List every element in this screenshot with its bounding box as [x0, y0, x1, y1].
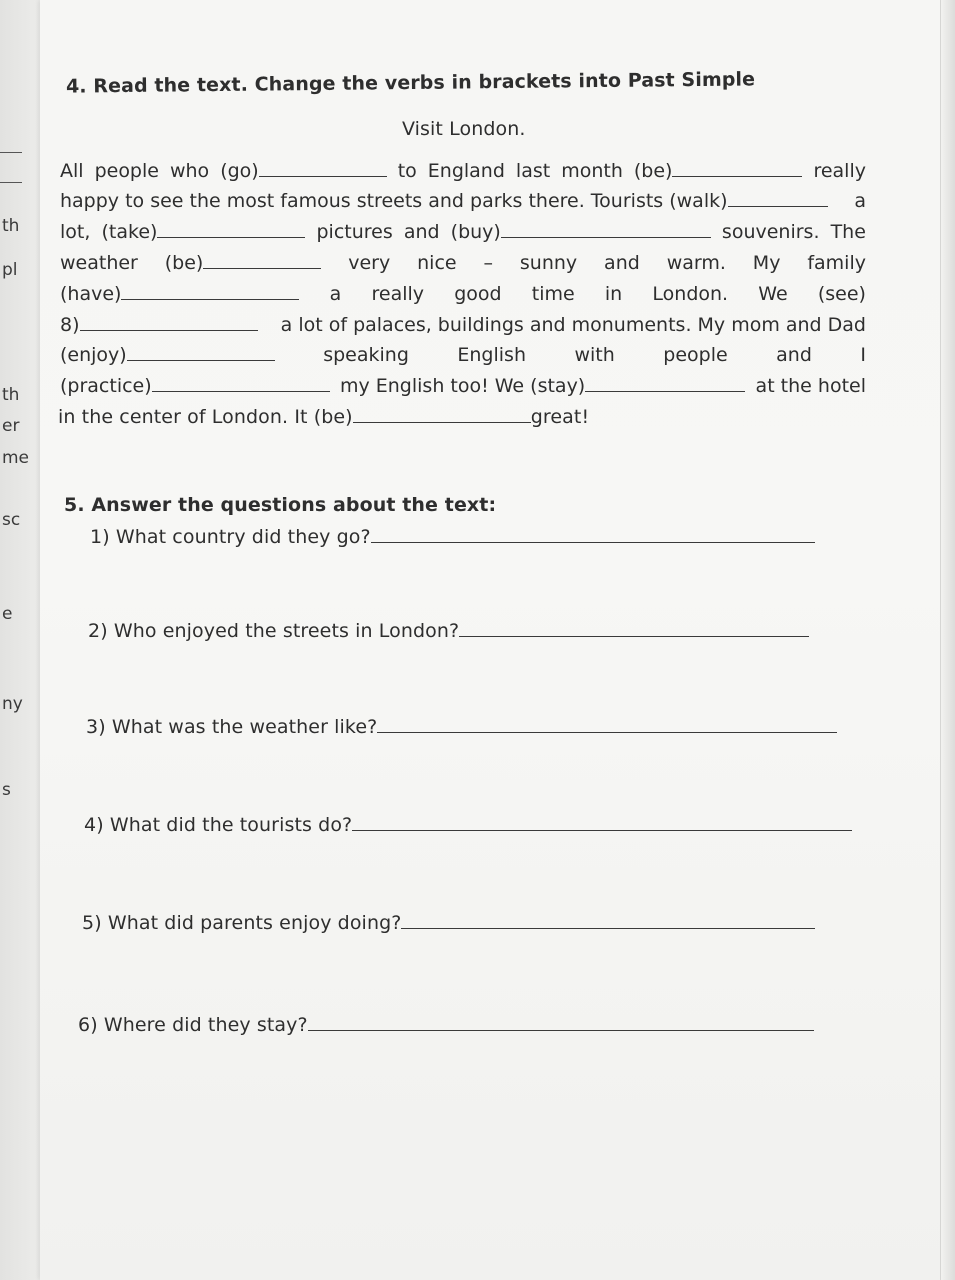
- question-5: [82, 912, 815, 934]
- word: really: [371, 283, 425, 305]
- task5-heading: 5. Answer the questions about the text:: [64, 494, 497, 516]
- margin-fragment: ny: [2, 694, 23, 714]
- word: (be): [164, 252, 204, 274]
- word: (buy): [450, 221, 501, 243]
- pen-mark: [0, 152, 22, 153]
- answer-blank[interactable]: [157, 221, 305, 238]
- text-title: Visit London.: [402, 118, 526, 140]
- text-line-5: [60, 283, 866, 305]
- answer-blank[interactable]: [127, 344, 275, 361]
- text-line-3: [60, 221, 866, 243]
- answer-blank[interactable]: [585, 375, 745, 392]
- question-3: [86, 716, 837, 738]
- paper-stack-edge: [940, 0, 955, 1280]
- word: (enjoy): [60, 344, 127, 366]
- word: a: [854, 190, 866, 212]
- question-text: 4) What did the tourists do?: [84, 814, 353, 836]
- text-line-4: [60, 252, 866, 274]
- margin-fragment: th: [2, 216, 20, 236]
- word: England: [427, 160, 505, 182]
- word: and: [604, 252, 640, 274]
- word: family: [807, 252, 866, 274]
- word: lot,: [60, 221, 91, 243]
- word: in: [604, 283, 623, 305]
- text-line-8: [60, 375, 866, 397]
- word: really: [813, 160, 866, 182]
- word: (practice): [60, 375, 152, 397]
- word: (have): [60, 283, 122, 305]
- margin-fragment: e: [2, 604, 13, 624]
- word: souvenirs.: [721, 221, 820, 243]
- answer-line[interactable]: [308, 1014, 814, 1031]
- text-line-2: [60, 190, 866, 212]
- word: (take): [101, 221, 158, 243]
- word: I: [860, 344, 866, 366]
- word: and: [776, 344, 812, 366]
- word: The: [830, 221, 866, 243]
- worksheet-page: [40, 0, 940, 1280]
- word: with: [574, 344, 615, 366]
- word: –: [483, 252, 493, 274]
- word: a: [329, 283, 342, 305]
- answer-blank[interactable]: [121, 283, 299, 300]
- question-text: 1) What country did they go?: [90, 526, 371, 548]
- answer-blank[interactable]: [203, 252, 321, 269]
- answer-blank[interactable]: [501, 221, 711, 238]
- margin-fragment: er: [2, 416, 20, 436]
- answer-line[interactable]: [401, 912, 815, 929]
- word: very: [348, 252, 391, 274]
- margin-fragment: sc: [2, 510, 21, 530]
- phrase: happy to see the most famous streets and parks there. Tourists (walk): [60, 190, 728, 212]
- word: (be): [633, 160, 673, 182]
- underlying-page-edge: [0, 0, 41, 1280]
- word: sunny: [519, 252, 578, 274]
- word: people: [663, 344, 728, 366]
- word: who: [169, 160, 210, 182]
- phrase: a lot of palaces, buildings and monuments. My mom and Dad: [280, 314, 866, 336]
- margin-fragment: me: [2, 448, 30, 468]
- word: We: [758, 283, 788, 305]
- word: good: [454, 283, 502, 305]
- word: London.: [652, 283, 729, 305]
- answer-blank[interactable]: [353, 406, 531, 423]
- word: weather: [60, 252, 138, 274]
- word: pictures: [316, 221, 393, 243]
- margin-fragment: th: [2, 385, 20, 405]
- question-text: 5) What did parents enjoy doing?: [82, 912, 402, 934]
- text-line-7: [60, 344, 866, 366]
- margin-fragment: s: [2, 780, 11, 800]
- question-text: 2) Who enjoyed the streets in London?: [88, 620, 460, 642]
- margin-fragment: pl: [2, 260, 18, 280]
- question-6: [78, 1014, 814, 1036]
- word: My: [752, 252, 781, 274]
- answer-line[interactable]: [377, 716, 837, 733]
- word: great!: [530, 406, 590, 428]
- question-2: [88, 620, 809, 642]
- answer-blank[interactable]: [728, 190, 828, 207]
- question-text: 6) Where did they stay?: [78, 1014, 308, 1036]
- word: All: [60, 160, 84, 182]
- word: and: [403, 221, 440, 243]
- word: speaking: [323, 344, 409, 366]
- word: (see): [817, 283, 866, 305]
- answer-blank[interactable]: [672, 160, 802, 177]
- text-line-9: [58, 406, 589, 428]
- word: warm.: [666, 252, 726, 274]
- word: month: [561, 160, 623, 182]
- word: 8): [60, 314, 80, 336]
- answer-line[interactable]: [352, 814, 852, 831]
- answer-line[interactable]: [459, 620, 809, 637]
- answer-blank[interactable]: [259, 160, 387, 177]
- word: people: [94, 160, 159, 182]
- text-line-1: [60, 160, 866, 182]
- task4-heading: 4. Read the text. Change the verbs in brackets into Past Simple: [65, 68, 756, 98]
- question-4: [84, 814, 852, 836]
- word: to: [397, 160, 417, 182]
- answer-blank[interactable]: [152, 375, 330, 392]
- word: time: [531, 283, 575, 305]
- answer-blank[interactable]: [80, 314, 258, 331]
- question-1: [90, 526, 815, 548]
- phrase: at the hotel: [755, 375, 866, 397]
- word: last: [515, 160, 551, 182]
- phrase: in the center of London. It (be): [58, 406, 353, 428]
- phrase: my English too! We (stay): [339, 375, 586, 397]
- word: nice: [417, 252, 457, 274]
- word: English: [457, 344, 526, 366]
- answer-line[interactable]: [371, 526, 815, 543]
- text-line-6: [60, 314, 866, 336]
- pen-mark: [0, 182, 22, 183]
- question-text: 3) What was the weather like?: [86, 716, 378, 738]
- word: (go): [220, 160, 259, 182]
